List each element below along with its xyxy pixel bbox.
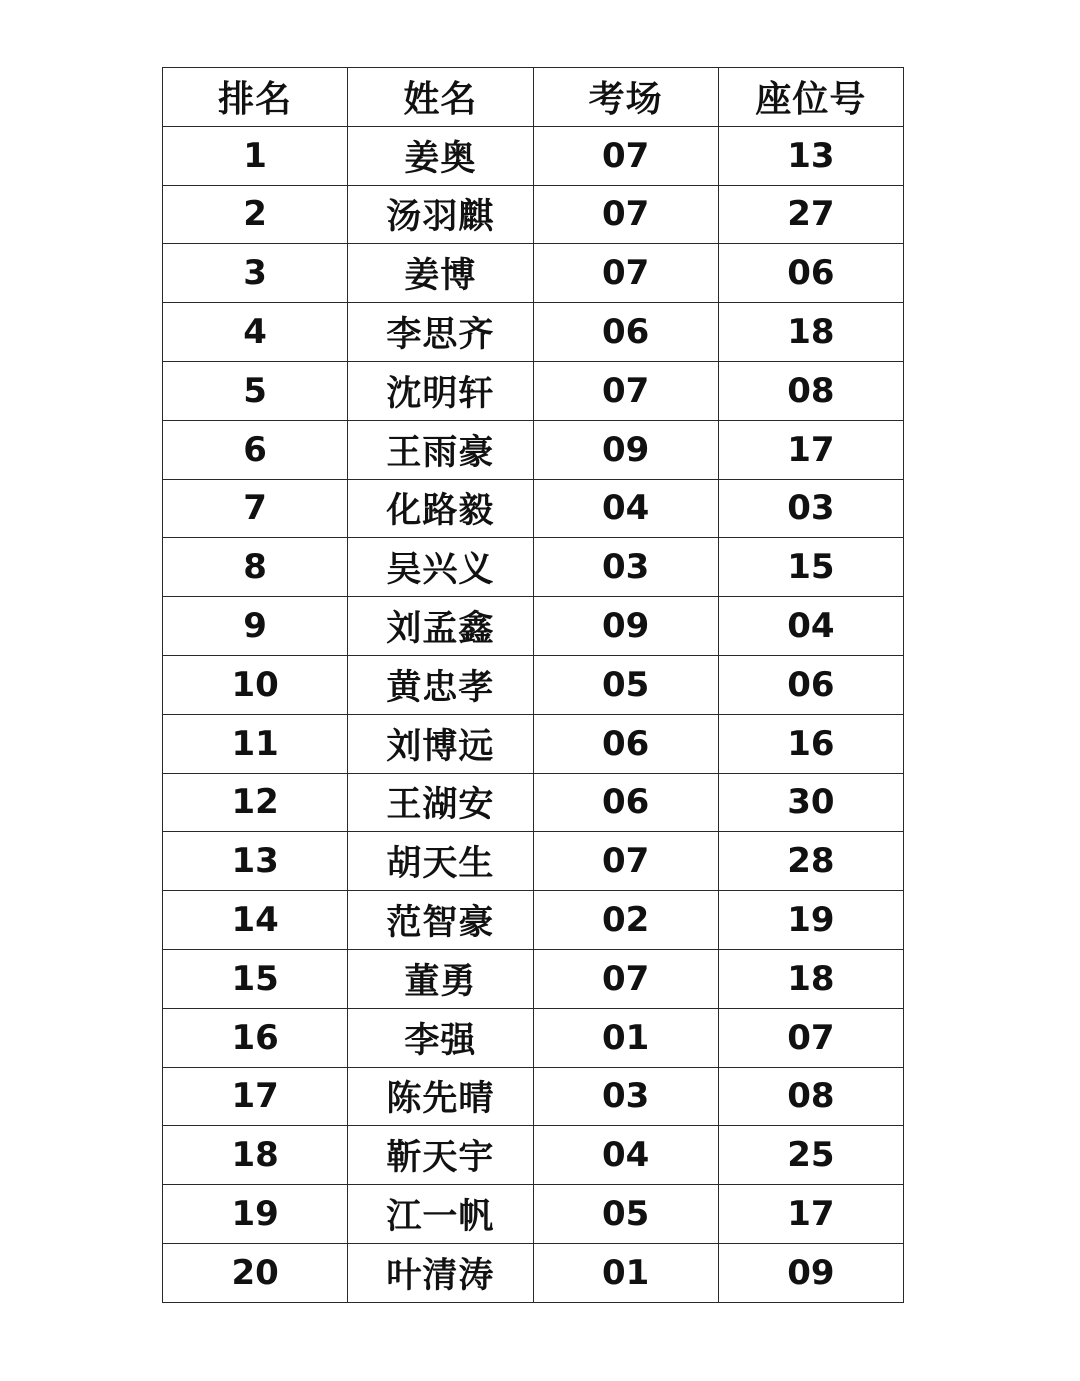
table-row [163, 714, 904, 773]
rank-cell: 5 [163, 361, 348, 420]
name-cell: 汤羽麒 [348, 185, 533, 244]
seat-number-cell: 27 [718, 185, 903, 244]
table-header [163, 68, 904, 127]
header-row [163, 68, 904, 127]
rank-cell: 2 [163, 185, 348, 244]
rank-cell: 4 [163, 303, 348, 362]
name-cell: 董勇 [348, 949, 533, 1008]
rank-cell: 16 [163, 1008, 348, 1067]
exam-room-cell: 07 [533, 832, 718, 891]
table-row [163, 185, 904, 244]
name-cell: 沈明轩 [348, 361, 533, 420]
name-cell: 陈先晴 [348, 1067, 533, 1126]
rank-cell: 8 [163, 538, 348, 597]
name-cell: 李思齐 [348, 303, 533, 362]
table-row [163, 1185, 904, 1244]
exam-room-cell: 03 [533, 1067, 718, 1126]
name-cell: 刘孟鑫 [348, 597, 533, 656]
rank-cell: 17 [163, 1067, 348, 1126]
table-row [163, 1008, 904, 1067]
exam-room-cell: 09 [533, 420, 718, 479]
rank-cell: 6 [163, 420, 348, 479]
table-row [163, 126, 904, 185]
table-row [163, 655, 904, 714]
rank-cell: 19 [163, 1185, 348, 1244]
exam-room-cell: 01 [533, 1008, 718, 1067]
name-cell: 靳天宇 [348, 1126, 533, 1185]
rank-cell: 14 [163, 891, 348, 950]
exam-room-cell: 05 [533, 655, 718, 714]
table-row [163, 597, 904, 656]
exam-room-cell: 07 [533, 244, 718, 303]
name-cell: 刘博远 [348, 714, 533, 773]
name-cell: 叶清涛 [348, 1243, 533, 1302]
name-cell: 江一帆 [348, 1185, 533, 1244]
seat-number-cell: 16 [718, 714, 903, 773]
table-row [163, 1126, 904, 1185]
rank-cell: 20 [163, 1243, 348, 1302]
exam-room-cell: 06 [533, 773, 718, 832]
rank-cell: 12 [163, 773, 348, 832]
rank-cell: 3 [163, 244, 348, 303]
seat-number-cell: 06 [718, 244, 903, 303]
table-row [163, 244, 904, 303]
exam-room-cell: 01 [533, 1243, 718, 1302]
exam-room-cell: 09 [533, 597, 718, 656]
exam-room-cell: 04 [533, 1126, 718, 1185]
seat-number-cell: 09 [718, 1243, 903, 1302]
rank-cell: 9 [163, 597, 348, 656]
seat-number-cell: 18 [718, 303, 903, 362]
name-cell: 化路毅 [348, 479, 533, 538]
rank-cell: 15 [163, 949, 348, 1008]
rank-cell: 11 [163, 714, 348, 773]
rank-cell: 18 [163, 1126, 348, 1185]
seat-number-cell: 19 [718, 891, 903, 950]
ranking-table [162, 67, 904, 1303]
rank-cell: 7 [163, 479, 348, 538]
name-cell: 范智豪 [348, 891, 533, 950]
table-row [163, 361, 904, 420]
seat-number-cell: 17 [718, 1185, 903, 1244]
rank-cell: 1 [163, 126, 348, 185]
seat-number-cell: 08 [718, 1067, 903, 1126]
exam-room-cell: 03 [533, 538, 718, 597]
name-cell: 王湖安 [348, 773, 533, 832]
seat-number-cell: 07 [718, 1008, 903, 1067]
table-row [163, 891, 904, 950]
header-seat-number: 座位号 [718, 68, 903, 127]
seat-number-cell: 08 [718, 361, 903, 420]
table-row [163, 1243, 904, 1302]
name-cell: 胡天生 [348, 832, 533, 891]
name-cell: 李强 [348, 1008, 533, 1067]
seat-number-cell: 17 [718, 420, 903, 479]
exam-room-cell: 07 [533, 949, 718, 1008]
exam-room-cell: 04 [533, 479, 718, 538]
table-row [163, 773, 904, 832]
header-rank: 排名 [163, 68, 348, 127]
header-exam-room: 考场 [533, 68, 718, 127]
table-row [163, 479, 904, 538]
ranking-sheet [162, 67, 904, 1303]
seat-number-cell: 15 [718, 538, 903, 597]
seat-number-cell: 13 [718, 126, 903, 185]
seat-number-cell: 28 [718, 832, 903, 891]
seat-number-cell: 18 [718, 949, 903, 1008]
exam-room-cell: 02 [533, 891, 718, 950]
name-cell: 王雨豪 [348, 420, 533, 479]
table-row [163, 949, 904, 1008]
table-row [163, 538, 904, 597]
seat-number-cell: 03 [718, 479, 903, 538]
exam-room-cell: 06 [533, 303, 718, 362]
seat-number-cell: 04 [718, 597, 903, 656]
rank-cell: 13 [163, 832, 348, 891]
table-row [163, 832, 904, 891]
table-row [163, 303, 904, 362]
table-row [163, 420, 904, 479]
header-name: 姓名 [348, 68, 533, 127]
name-cell: 黄忠孝 [348, 655, 533, 714]
exam-room-cell: 07 [533, 361, 718, 420]
exam-room-cell: 07 [533, 126, 718, 185]
seat-number-cell: 25 [718, 1126, 903, 1185]
name-cell: 吴兴义 [348, 538, 533, 597]
exam-room-cell: 05 [533, 1185, 718, 1244]
exam-room-cell: 07 [533, 185, 718, 244]
exam-room-cell: 06 [533, 714, 718, 773]
table-body [163, 126, 904, 1302]
name-cell: 姜奥 [348, 126, 533, 185]
seat-number-cell: 06 [718, 655, 903, 714]
seat-number-cell: 30 [718, 773, 903, 832]
name-cell: 姜博 [348, 244, 533, 303]
rank-cell: 10 [163, 655, 348, 714]
table-row [163, 1067, 904, 1126]
